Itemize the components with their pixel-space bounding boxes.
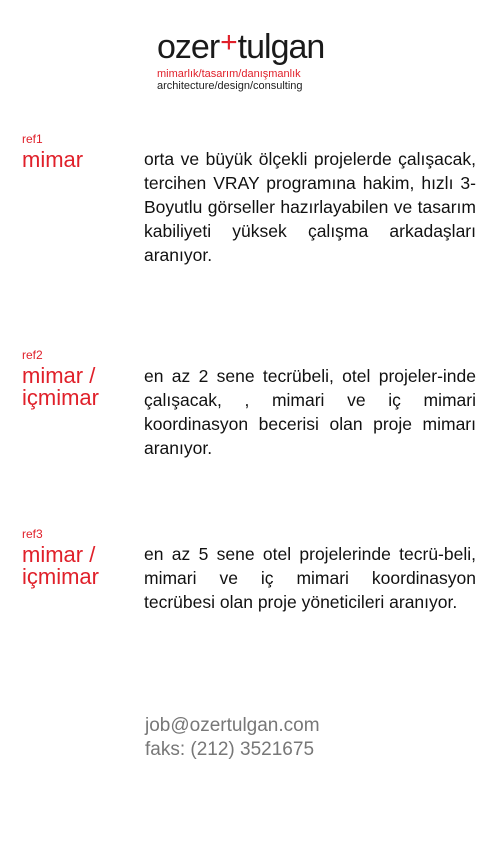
job-title-line2: içmimar [22,385,99,410]
contact-info [145,714,320,762]
job-title-line1: mimar / [22,363,96,388]
ref-code: ref1 [22,132,43,146]
job-title-line1: mimar [22,147,84,172]
job-title [22,544,137,588]
job-title [22,149,137,171]
job-title-line2: içmimar [22,564,99,589]
tagline-english: architecture/design/consulting [157,80,303,92]
job-title [22,365,137,409]
job-description: orta ve büyük ölçekli projelerde çalışacak, tercihen VRAY programına hakim, hızlı 3-Boyutlu görseller hazırlayabilen ve tasarım kabiliyeti yüksek çalışma arkadaşları aranıyor. [144,149,476,265]
logo-left-word: ozer [157,28,220,66]
company-logo [157,28,357,92]
contact-fax: faks: (212) 3521675 [145,739,315,760]
logo-wordmark [157,28,357,68]
job-description: en az 5 sene otel projelerinde tecrü-beli, mimari ve iç mimari koordinasyon tecrübesi olan proje yöneticileri aranıyor. [144,544,476,612]
job-listing-ref3 [22,528,482,668]
job-title-line1: mimar / [22,542,96,567]
logo-right-word: tulgan [237,28,325,66]
ref-code: ref2 [22,348,43,362]
job-listing-ref1 [22,133,482,293]
tagline-turkish: mimarlık/tasarım/danışmanlık [157,68,301,80]
contact-email[interactable]: job@ozertulgan.com [145,715,320,736]
ref-code: ref3 [22,527,43,541]
job-listing-ref2 [22,349,482,489]
logo-plus-sign: + [220,26,237,59]
job-description: en az 2 sene tecrübeli, otel projeler-inde çalışacak, , mimari ve iç mimari koordinasyon becerisi olan proje mimarı aranıyor. [144,366,476,458]
